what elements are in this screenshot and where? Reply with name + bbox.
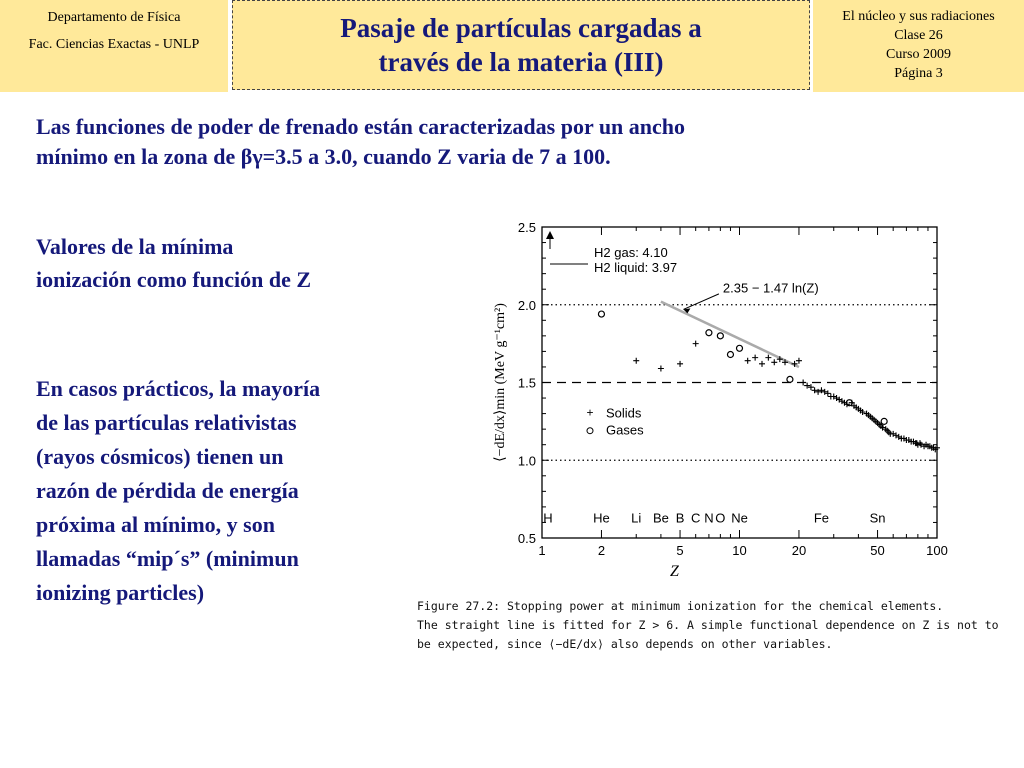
solid-point <box>752 355 758 361</box>
x-tick-label: 100 <box>926 543 948 558</box>
y-axis-label: ⟨−dE/dx⟩min (MeV g⁻¹cm²) <box>493 303 508 462</box>
fit-label: 2.35 − 1.47 ln(Z) <box>722 280 819 296</box>
department-label: Departamento de Física <box>47 10 181 25</box>
caption-line-3: be expected, since ⟨−dE/dx⟩ also depends on other variables. <box>417 637 833 651</box>
h2-arrow-head <box>546 231 554 239</box>
gas-point <box>737 345 743 351</box>
practical-line-4: razón de pérdida de energía <box>36 478 299 503</box>
practical-paragraph <box>36 372 406 610</box>
practical-line-1: En casos prácticos, la mayoría <box>36 376 321 401</box>
intro-paragraph <box>36 112 916 172</box>
y-tick-label: 2.0 <box>517 297 536 313</box>
element-label-Be: Be <box>652 510 669 526</box>
element-label-H: H <box>543 510 553 526</box>
element-label-Ne: Ne <box>731 510 748 526</box>
intro-line-1: Las funciones de poder de frenado están caracterizadas por un ancho <box>36 114 686 139</box>
header-right-box <box>813 0 1024 92</box>
solid-point <box>677 361 683 367</box>
x-tick-label: 20 <box>791 543 807 558</box>
element-label-Li: Li <box>631 510 642 526</box>
title-line-2: través de la materia (III) <box>378 47 664 77</box>
x-tick-label: 50 <box>870 543 885 558</box>
figure-caption <box>417 597 1022 654</box>
page-title <box>232 0 810 90</box>
practical-line-5: próxima al mínimo, y son <box>36 512 275 537</box>
course-year: Curso 2009 <box>886 47 951 62</box>
page-number: Página 3 <box>894 66 943 81</box>
h2-annotation-0: H2 gas: 4.10 <box>594 245 668 260</box>
legend-solids-label: Solids <box>606 405 642 421</box>
practical-line-2: de las partículas relativistas <box>36 410 297 435</box>
fit-label-leader <box>683 294 718 310</box>
solid-point <box>800 380 806 386</box>
stopping-power-chart <box>470 205 970 590</box>
gas-point <box>598 311 604 317</box>
gas-point <box>881 418 887 424</box>
solid-point <box>765 355 771 361</box>
legend-solids-marker: + <box>586 405 594 420</box>
header-left-box <box>0 0 228 92</box>
intro-line-2: mínimo en la zona de βγ=3.5 a 3.0, cuando Z varia de 7 a 100. <box>36 144 611 169</box>
min-ionization-line-2: ionización como función de Z <box>36 267 312 292</box>
practical-line-6: llamadas “mip´s” (minimun <box>36 546 299 571</box>
solid-point <box>658 366 664 372</box>
h2-annotation-1: H2 liquid: 3.97 <box>594 260 678 275</box>
element-label-Fe: Fe <box>813 510 830 526</box>
min-ionization-heading <box>36 230 406 296</box>
title-line-1: Pasaje de partículas cargadas a <box>340 13 702 43</box>
x-tick-label: 5 <box>676 543 684 558</box>
solid-point <box>796 358 802 364</box>
practical-line-7: ionizing particles) <box>36 580 205 605</box>
solid-point <box>633 358 639 364</box>
class-number: Clase 26 <box>894 28 943 43</box>
x-axis-label: Z <box>670 563 679 580</box>
element-label-B: B <box>675 510 685 526</box>
gas-point <box>787 376 793 382</box>
solid-point <box>745 358 751 364</box>
course-name: El núcleo y sus radiaciones <box>842 9 995 24</box>
y-tick-label: 0.5 <box>517 531 536 546</box>
element-label-N: N <box>704 510 714 526</box>
y-tick-label: 2.5 <box>517 220 536 235</box>
element-label-C: C <box>690 510 701 526</box>
element-label-He: He <box>593 510 610 526</box>
y-tick-label: 1.0 <box>517 453 536 469</box>
min-ionization-line-1: Valores de la mínima <box>36 234 234 259</box>
x-tick-label: 1 <box>538 543 546 558</box>
legend-gases-marker <box>587 428 593 434</box>
solid-point <box>771 359 777 365</box>
solid-point <box>693 341 699 347</box>
solid-point <box>759 361 765 367</box>
y-tick-label: 1.5 <box>517 375 536 391</box>
caption-line-2: The straight line is fitted for Z > 6. A simple functional dependence on Z is not to <box>417 618 999 632</box>
element-label-Sn: Sn <box>869 510 886 526</box>
element-label-O: O <box>715 510 726 526</box>
gas-point <box>727 352 733 358</box>
x-tick-label: 2 <box>597 543 606 558</box>
caption-line-1: Figure 27.2: Stopping power at minimum ionization for the chemical elements. <box>417 599 944 613</box>
practical-line-3: (rayos cósmicos) tienen un <box>36 444 284 469</box>
gas-point <box>706 330 712 336</box>
gas-point <box>717 333 723 339</box>
legend-gases-label: Gases <box>606 422 644 438</box>
faculty-label: Fac. Ciencias Exactas - UNLP <box>28 37 200 52</box>
x-tick-label: 10 <box>732 543 747 558</box>
